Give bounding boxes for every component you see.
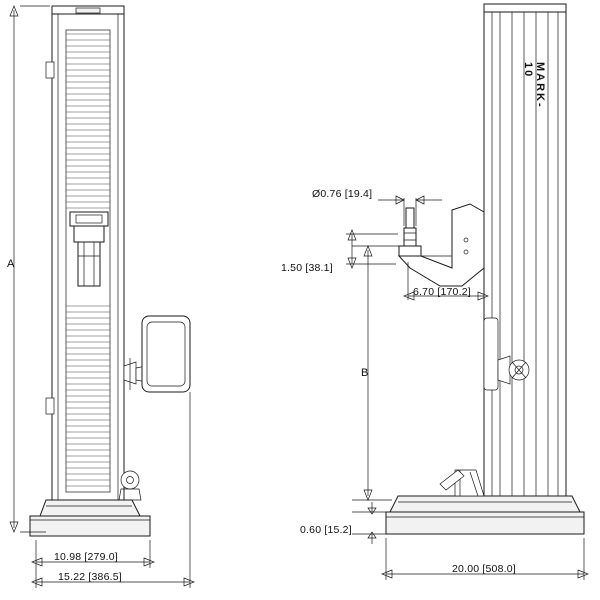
dimension-label-overall-depth: 15.22 [386.5] — [58, 571, 122, 583]
brand-text-mark-10: MARK-10 — [522, 62, 546, 109]
dimension-label-base-depth: 10.98 [279.0] — [54, 551, 118, 563]
dimension-label-throat-depth: 6.70 [170.2] — [413, 286, 471, 298]
dimension-label-base-thickness: 0.60 [15.2] — [300, 524, 352, 536]
front-view-geometry — [386, 4, 584, 534]
dimension-label-height-a: A — [7, 258, 15, 270]
dimension-label-grip-diameter: Ø0.76 [19.4] — [312, 188, 373, 200]
side-view-geometry — [30, 6, 190, 536]
dimension-label-overall-width: 20.00 [508.0] — [452, 563, 516, 575]
dimension-label-grip-height: 1.50 [38.1] — [281, 262, 333, 274]
dimension-label-height-b: B — [361, 367, 369, 379]
